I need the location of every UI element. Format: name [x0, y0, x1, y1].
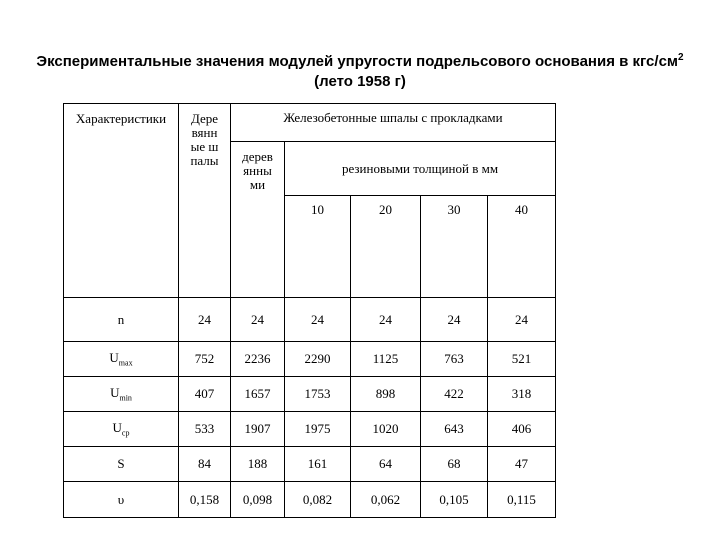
- header-thickness-20: 20: [351, 196, 421, 298]
- table-row: [64, 482, 556, 518]
- table-cell: 47: [488, 447, 556, 482]
- table-cell: 422: [421, 377, 488, 412]
- row-label: n: [64, 298, 179, 342]
- row-label: υ: [64, 482, 179, 518]
- table-cell: 0,098: [231, 482, 285, 518]
- table-cell: 1975: [285, 412, 351, 447]
- table-cell: 643: [421, 412, 488, 447]
- row-label: $U_{min}$: [64, 377, 179, 412]
- table-cell: 64: [351, 447, 421, 482]
- table-row: [64, 412, 556, 447]
- table-cell: 24: [421, 298, 488, 342]
- table-cell: 1125: [351, 342, 421, 377]
- table-cell: 0,062: [351, 482, 421, 518]
- header-thickness-40: 40: [488, 196, 556, 298]
- table-cell: 24: [488, 298, 556, 342]
- header-wooden-sleepers: Деревянные шпалы: [179, 104, 231, 298]
- row-label: S: [64, 447, 179, 482]
- table-cell: 0,158: [179, 482, 231, 518]
- row-label: $U_{max}$: [64, 342, 179, 377]
- table-cell: 0,115: [488, 482, 556, 518]
- table-row: [64, 342, 556, 377]
- document-title: [0, 52, 720, 92]
- table-cell: 24: [179, 298, 231, 342]
- table-cell: 752: [179, 342, 231, 377]
- table-row: [64, 298, 556, 342]
- header-thickness-30: 30: [421, 196, 488, 298]
- table-cell: 533: [179, 412, 231, 447]
- header-wooden-pads: деревянными: [231, 142, 285, 298]
- table-cell: 1657: [231, 377, 285, 412]
- title-superscript: 2: [678, 52, 684, 63]
- table-cell: 161: [285, 447, 351, 482]
- table-cell: 521: [488, 342, 556, 377]
- table-cell: 318: [488, 377, 556, 412]
- table-row: [64, 377, 556, 412]
- header-characteristics: Характеристики: [64, 104, 179, 298]
- table-row: [64, 447, 556, 482]
- table-cell: 1907: [231, 412, 285, 447]
- modulus-table: [63, 103, 556, 518]
- table-cell: 763: [421, 342, 488, 377]
- table-cell: 2290: [285, 342, 351, 377]
- table-cell: 2236: [231, 342, 285, 377]
- table-cell: 24: [285, 298, 351, 342]
- table-cell: 24: [351, 298, 421, 342]
- table-cell: 24: [231, 298, 285, 342]
- table-cell: 0,105: [421, 482, 488, 518]
- table-cell: 188: [231, 447, 285, 482]
- table-cell: 0,082: [285, 482, 351, 518]
- table-cell: 898: [351, 377, 421, 412]
- table-cell: 406: [488, 412, 556, 447]
- row-label: $U_{ср}$: [64, 412, 179, 447]
- table-cell: 1020: [351, 412, 421, 447]
- header-rubber-pads: резиновыми толщиной в мм: [285, 142, 556, 196]
- table-cell: 84: [179, 447, 231, 482]
- title-line1: Экспериментальные значения модулей упругости подрельсового основания в кгс/см: [36, 53, 679, 70]
- table-cell: 1753: [285, 377, 351, 412]
- table-cell: 68: [421, 447, 488, 482]
- title-line2: (лето 1958 г): [314, 73, 406, 90]
- header-thickness-10: 10: [285, 196, 351, 298]
- header-rc-sleepers: Железобетонные шпалы с прокладками: [231, 104, 556, 142]
- table-cell: 407: [179, 377, 231, 412]
